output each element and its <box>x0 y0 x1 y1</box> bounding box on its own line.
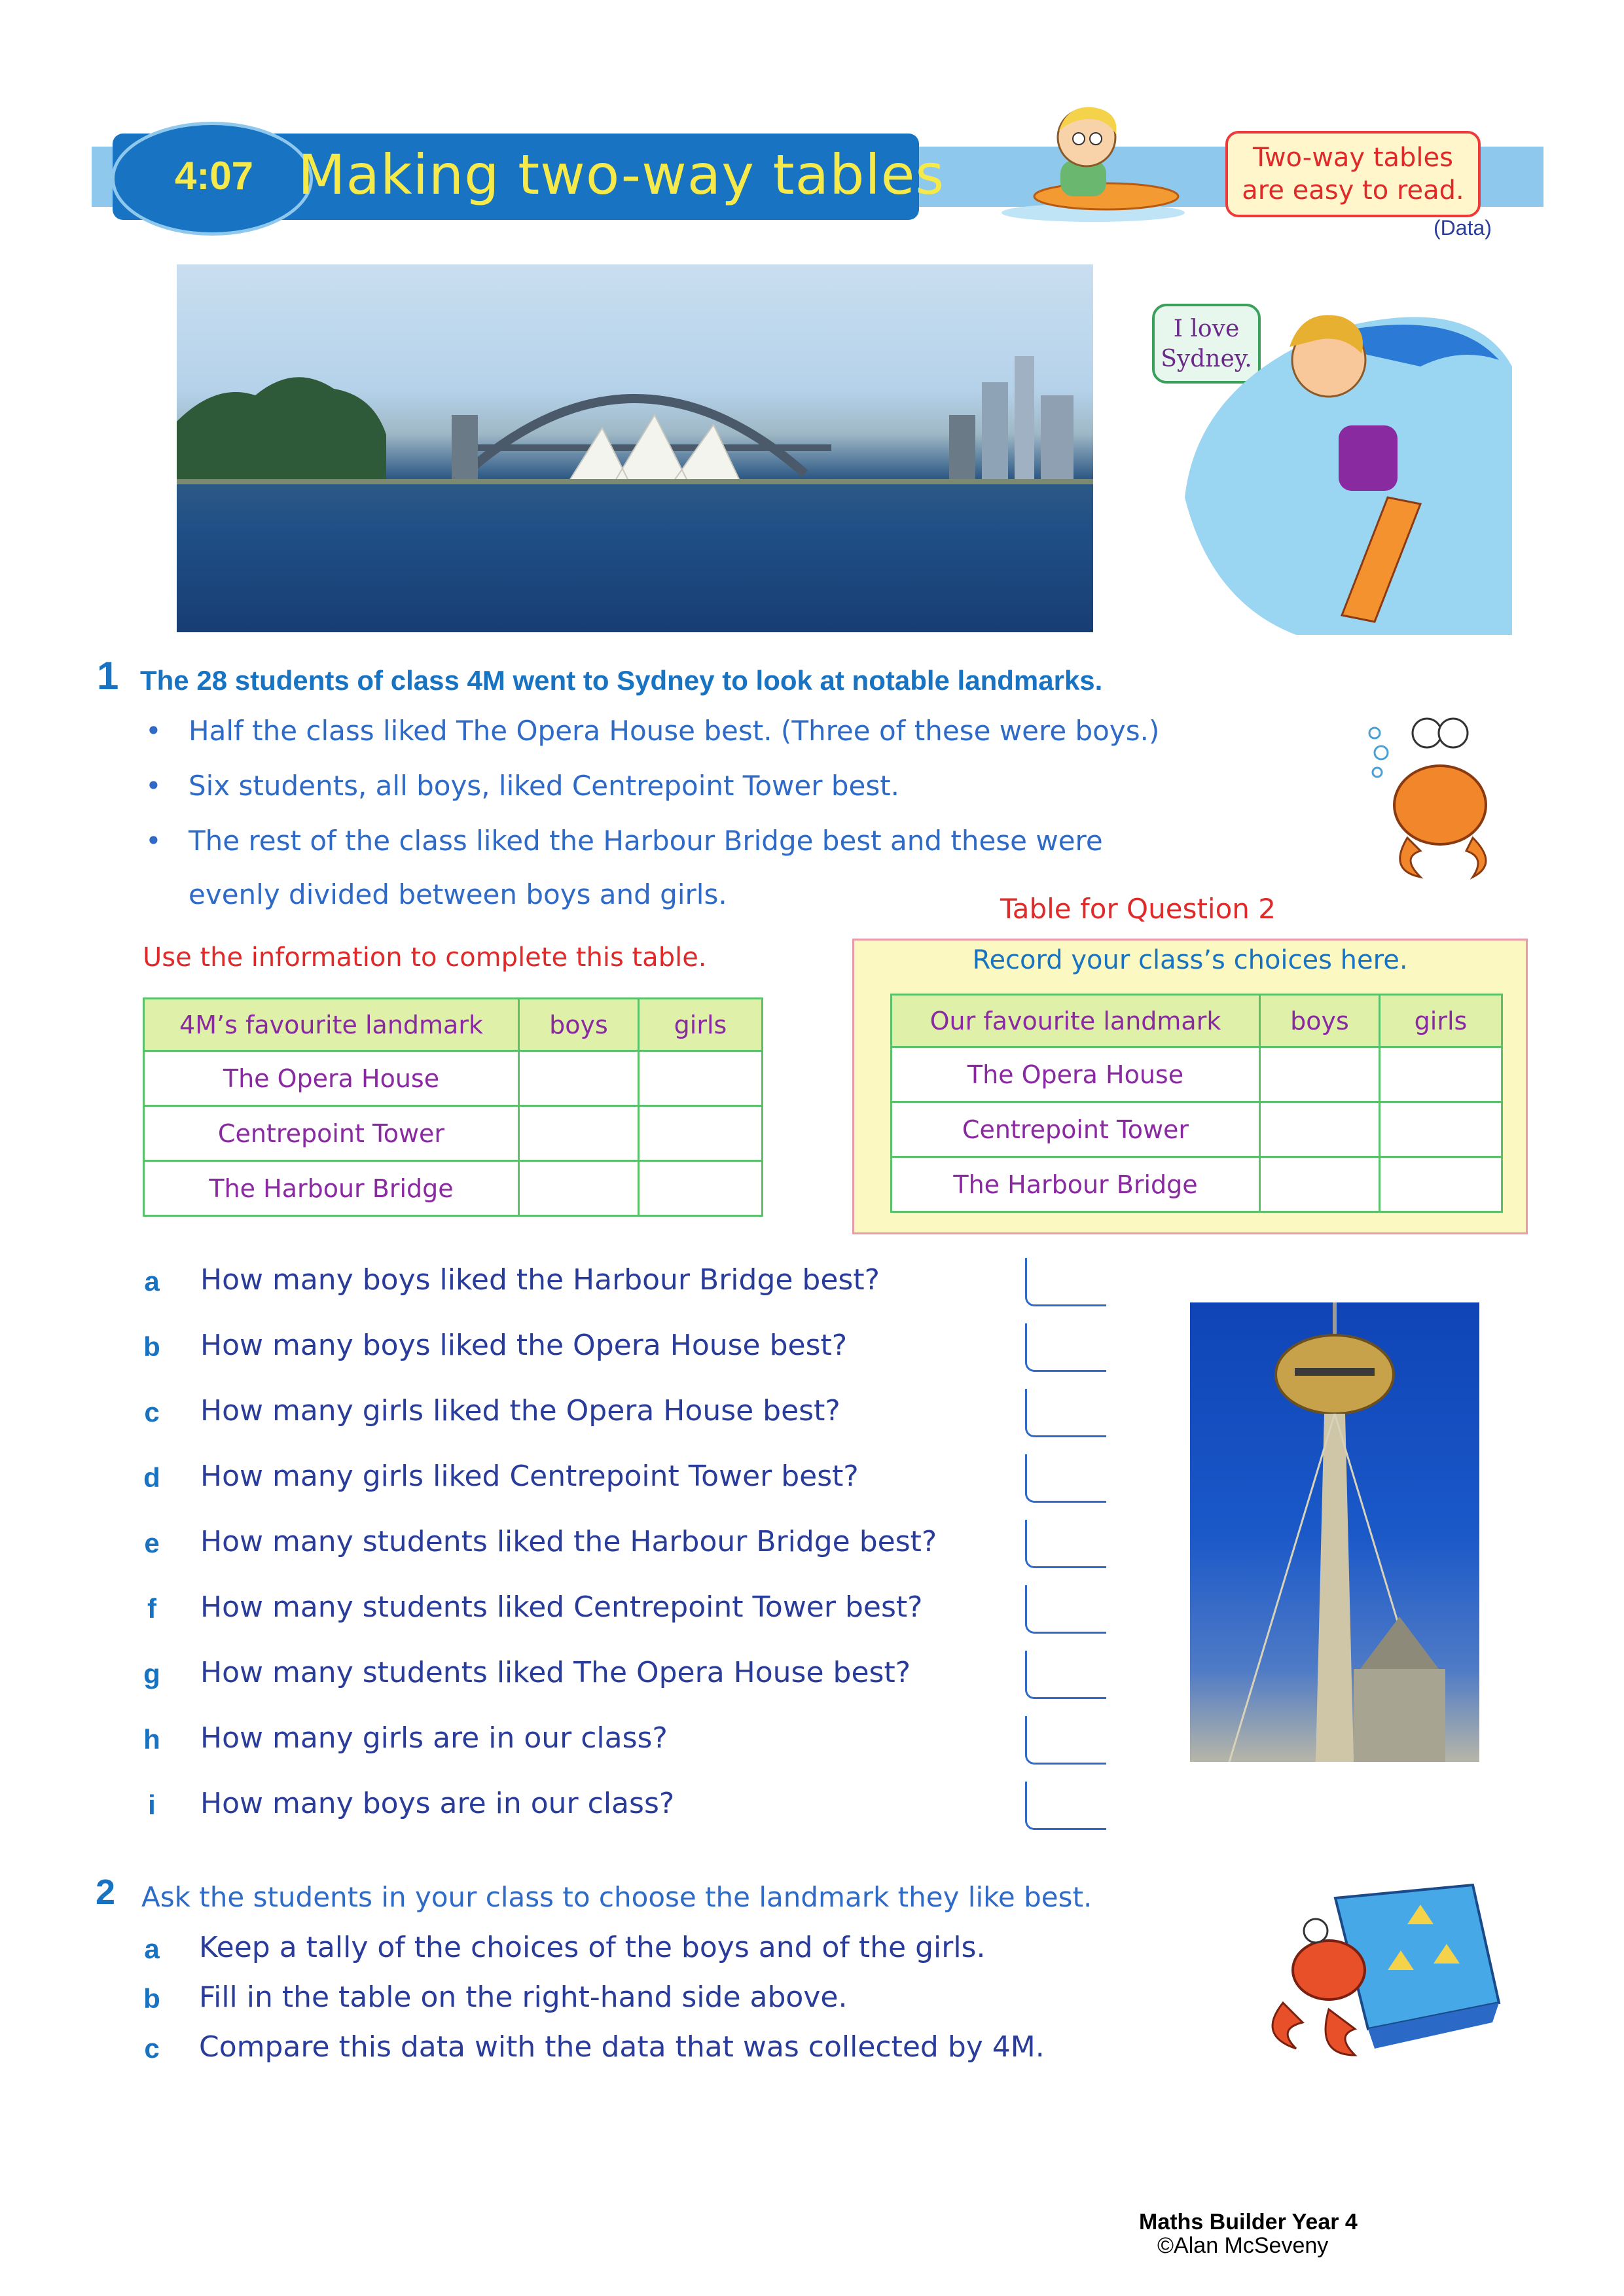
centrepoint-tower-photo <box>1190 1302 1479 1762</box>
question-2-number: 2 <box>96 1873 116 1912</box>
table-4m-favourite-landmark <box>143 997 763 1217</box>
table-row-label: The Opera House <box>144 1051 519 1106</box>
tip-bubble <box>1225 131 1481 217</box>
question-1-number: 1 <box>97 654 119 698</box>
footer-copyright: ©Alan McSeveny <box>1157 2233 1329 2258</box>
answer-box[interactable] <box>1025 1585 1106 1634</box>
answer-box[interactable] <box>1025 1782 1106 1830</box>
table-header-boys: boys <box>519 999 639 1051</box>
question-text: How many girls liked the Opera House best? <box>200 1394 840 1427</box>
table-row-label: The Opera House <box>892 1047 1260 1102</box>
tip-line-2: are easy to read. <box>1242 175 1464 206</box>
bullet-2: Six students, all boys, liked Centrepoint Tower best. <box>189 770 900 802</box>
table-row-label: The Harbour Bridge <box>144 1161 519 1216</box>
table-1-instruction: Use the information to complete this table. <box>143 942 707 973</box>
table-header-boys: boys <box>1260 995 1380 1047</box>
table-header-girls: girls <box>639 999 763 1051</box>
boy-surfing-wave-illustration <box>1172 288 1532 641</box>
table-cell-input[interactable] <box>1260 1102 1380 1157</box>
bullet-3-continued: evenly divided between boys and girls. <box>189 878 727 910</box>
question-letter: d <box>143 1462 160 1493</box>
table-cell-input[interactable] <box>639 1051 763 1106</box>
question-letter: c <box>144 2033 160 2064</box>
question-text: How many girls are in our class? <box>200 1721 668 1755</box>
crab-illustration <box>1362 707 1506 890</box>
answer-box[interactable] <box>1025 1323 1106 1372</box>
sydney-harbour-photo <box>177 264 1093 632</box>
question-text: How many students liked the Harbour Bridge best? <box>200 1525 937 1558</box>
question-text: Keep a tally of the choices of the boys and of the girls. <box>199 1931 986 1964</box>
question-text: How many boys liked the Opera House best? <box>200 1329 848 1362</box>
bullet-marker: • <box>145 825 162 857</box>
bullet-marker: • <box>145 715 162 747</box>
table-header-landmark: Our favourite landmark <box>892 995 1260 1047</box>
question-1-intro: The 28 students of class 4M went to Sydney to look at notable landmarks. <box>140 665 1103 696</box>
tower-silhouette <box>1190 1302 1479 1762</box>
footer-book-title: Maths Builder Year 4 <box>1139 2210 1358 2234</box>
question-letter: i <box>148 1789 156 1820</box>
table-cell-input[interactable] <box>639 1106 763 1161</box>
question-letter: c <box>144 1397 160 1427</box>
table-header-girls: girls <box>1380 995 1502 1047</box>
bullet-1: Half the class liked The Opera House best. (Three of these were boys.) <box>189 715 1160 747</box>
speech-line-1: I love <box>1173 315 1240 342</box>
question-2-intro: Ask the students in your class to choose the landmark they like best. <box>141 1881 1092 1913</box>
speech-line-2: Sydney. <box>1161 346 1252 372</box>
table-row-label: The Harbour Bridge <box>892 1157 1260 1212</box>
question-letter: h <box>143 1724 160 1755</box>
table-cell-input[interactable] <box>519 1051 639 1106</box>
question-text: Compare this data with the data that was collected by 4M. <box>199 2030 1045 2064</box>
table-cell-input[interactable] <box>1260 1047 1380 1102</box>
bullet-marker: • <box>145 770 162 802</box>
answer-box[interactable] <box>1025 1716 1106 1765</box>
strand-tag: (Data) <box>1434 216 1492 240</box>
table-cell-input[interactable] <box>1380 1157 1502 1212</box>
question-text: How many students liked Centrepoint Tower best? <box>200 1590 923 1624</box>
answer-box[interactable] <box>1025 1520 1106 1568</box>
page-title: Making two-way tables <box>298 143 945 207</box>
table-our-favourite-landmark <box>890 994 1503 1213</box>
girl-surfing-illustration <box>982 98 1191 229</box>
question-letter: b <box>143 1983 160 2014</box>
table-2-title: Record your class’s choices here. <box>972 945 1408 975</box>
hermit-crab-illustration <box>1257 1872 1506 2068</box>
question-text: Fill in the table on the right-hand side above. <box>199 1981 848 2014</box>
question-letter: e <box>144 1528 160 1558</box>
question-letter: a <box>144 1933 160 1964</box>
bullet-3: The rest of the class liked the Harbour Bridge best and these were <box>189 825 1103 857</box>
question-text: How many boys are in our class? <box>200 1787 675 1820</box>
table-cell-input[interactable] <box>519 1106 639 1161</box>
question-letter: f <box>147 1593 156 1624</box>
question-letter: a <box>144 1266 160 1297</box>
table-cell-input[interactable] <box>1380 1047 1502 1102</box>
table-2-caption: Table for Question 2 <box>1000 893 1276 925</box>
question-letter: b <box>143 1331 160 1362</box>
tip-line-1: Two-way tables <box>1253 143 1453 173</box>
answer-box[interactable] <box>1025 1454 1106 1503</box>
section-number: 4:07 <box>174 154 254 198</box>
opera-house-bridge-skyline <box>177 264 1093 632</box>
table-row-label: Centrepoint Tower <box>144 1106 519 1161</box>
question-text: How many girls liked Centrepoint Tower best? <box>200 1460 859 1493</box>
question-text: How many boys liked the Harbour Bridge best? <box>200 1263 880 1297</box>
table-row-label: Centrepoint Tower <box>892 1102 1260 1157</box>
table-header-landmark: 4M’s favourite landmark <box>144 999 519 1051</box>
answer-box[interactable] <box>1025 1389 1106 1437</box>
answer-box[interactable] <box>1025 1651 1106 1699</box>
table-cell-input[interactable] <box>1260 1157 1380 1212</box>
answer-box[interactable] <box>1025 1258 1106 1306</box>
table-cell-input[interactable] <box>1380 1102 1502 1157</box>
table-cell-input[interactable] <box>639 1161 763 1216</box>
question-letter: g <box>143 1659 160 1689</box>
table-cell-input[interactable] <box>519 1161 639 1216</box>
question-text: How many students liked The Opera House best? <box>200 1656 911 1689</box>
